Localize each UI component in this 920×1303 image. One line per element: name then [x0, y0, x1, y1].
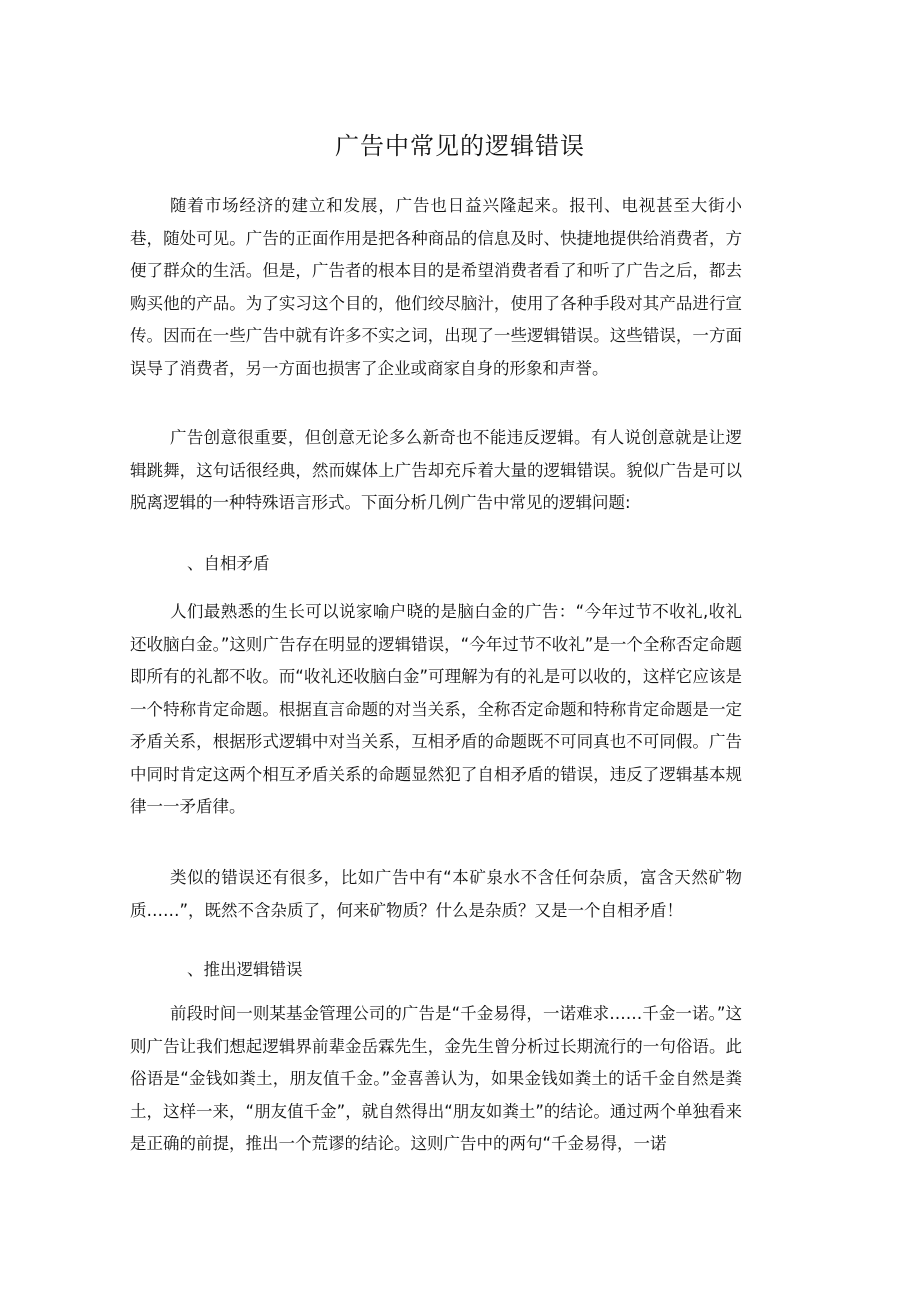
paragraph-mineral-water-example: 类似的错误还有很多，比如广告中有“本矿泉水不含任何杂质，富含天然矿物质……”，既然不含杂质了，何来矿物质？什么是杂质？又是一个自相矛盾！	[130, 868, 742, 920]
document-title: 广告中常见的逻辑错误	[335, 132, 585, 160]
paragraph-naobaijin-example: 人们最熟悉的生长可以说家喻户晓的是脑白金的广告：“今年过节不收礼,收礼还收脑白金。”这则广告存在明显的逻辑错误，“今年过节不收礼”是一个全称否定命题即所有的礼都不收。而“收礼还收脑白金”可理解为有的礼是可以收的，这样它应该是一个特称肯定命题。根据直言命题的对当关系，全称否定命题和特称肯定命题是一定矛盾关系，根据形式逻辑中对当关系，互相矛盾的命题既不可同真也不可同假。广告中同时肯定这两个相互矛盾关系的命题显然犯了自相矛盾的错误，违反了逻辑基本规律一一矛盾律。	[130, 602, 742, 816]
paragraph-intro: 随着市场经济的建立和发展，广告也日益兴隆起来。报刊、电视甚至大街小巷，随处可见。广告的正面作用是把各种商品的信息及时、快捷地提供给消费者，方便了群众的生活。但是，广告者的根本目的是希望消费者看了和听了广告之后，都去购买他的产品。为了实习这个目的，他们绞尽脑汁，使用了各种手段对其产品进行宣传。因而在一些广告中就有许多不实之词，出现了一些逻辑错误。这些错误，一方面误导了消费者，另一方面也损害了企业或商家自身的形象和声誉。	[130, 196, 742, 378]
section-heading-self-contradiction: 、自相矛盾	[187, 554, 270, 573]
section-heading-inference-error: 、推出逻辑错误	[187, 960, 303, 979]
paragraph-fund-ad-example: 前段时间一则某基金管理公司的广告是“千金易得，一诺难求……千金一诺。”这则广告让我们想起逻辑界前辈金岳霖先生，金先生曾分析过长期流行的一句俗语。此俗语是“金钱如粪土，朋友值千金。”金喜善认为，如果金钱如粪土的话千金自然是粪土，这样一来，“朋友值千金”，就自然得出“朋友如粪土”的结论。通过两个单独看来是正确的前提，推出一个荒谬的结论。这则广告中的两句“千金易得，一诺	[130, 1004, 742, 1153]
paragraph-creativity: 广告创意很重要，但创意无论多么新奇也不能违反逻辑。有人说创意就是让逻辑跳舞，这句话很经典，然而媒体上广告却充斥着大量的逻辑错误。貌似广告是可以脱离逻辑的一种特殊语言形式。下面分析几例广告中常见的逻辑问题:	[130, 428, 742, 512]
